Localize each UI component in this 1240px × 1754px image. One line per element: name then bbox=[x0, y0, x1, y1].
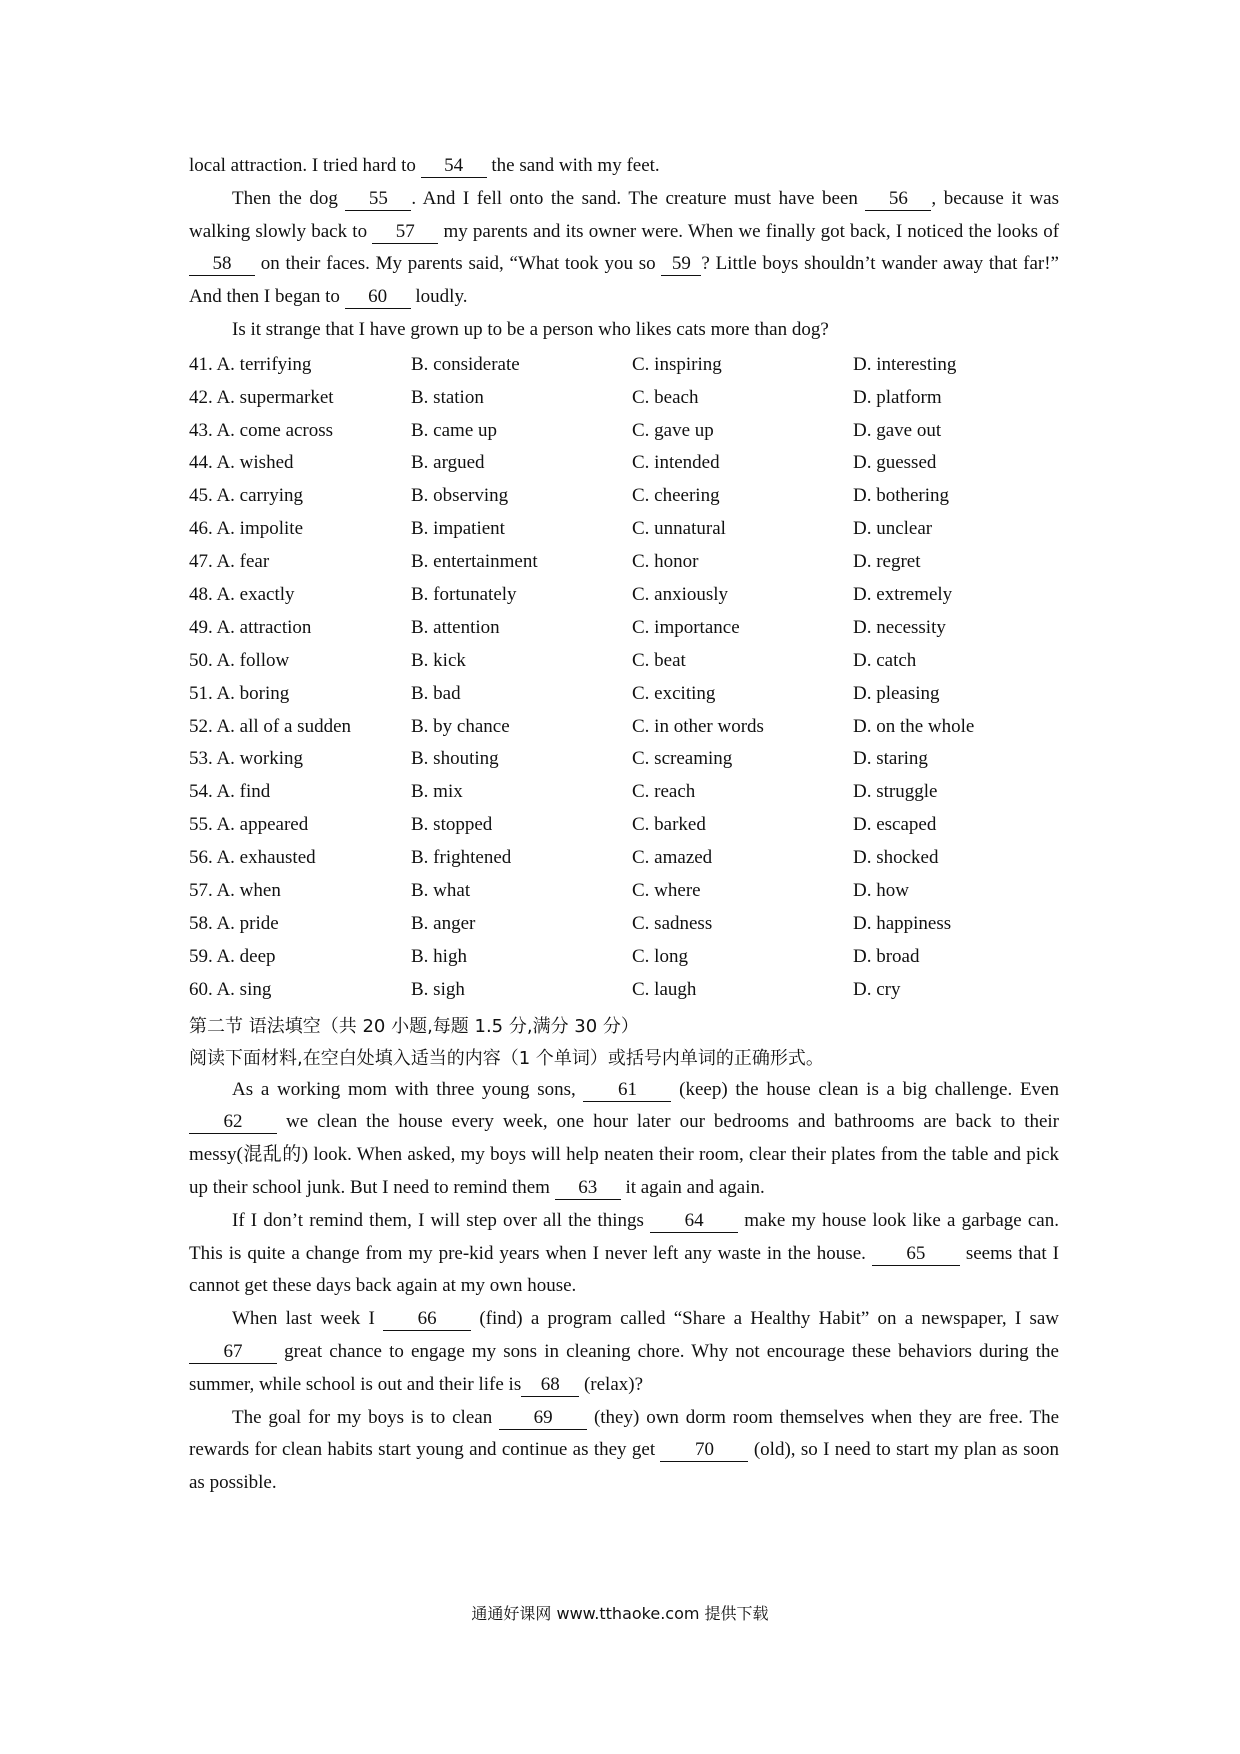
option-a: 54. A. find bbox=[189, 781, 271, 803]
question-number: 57. bbox=[189, 880, 213, 902]
option-b: B. fortunately bbox=[411, 584, 517, 606]
question-number: 52. bbox=[189, 715, 213, 737]
option-b: B. what bbox=[411, 880, 471, 902]
option-b: B. shouting bbox=[411, 748, 499, 770]
option-d: D. escaped bbox=[853, 814, 937, 836]
question-row bbox=[189, 974, 1059, 1007]
option-b: B. entertainment bbox=[411, 551, 538, 573]
option-b: B. by chance bbox=[411, 715, 510, 737]
grammar-paragraph: The goal for my boys is to clean 69 (they) own dorm room themselves when they are free. The rewards for clean habits start young and continue as they get 70 (old), so I need to start my plan as soon as possible. bbox=[189, 1406, 1060, 1494]
blank-66: 66 bbox=[383, 1308, 471, 1331]
option-a: 58. A. pride bbox=[189, 912, 279, 934]
option-a: 41. A. terrifying bbox=[189, 353, 312, 375]
option-c: C. amazed bbox=[632, 847, 713, 869]
option-c: C. screaming bbox=[632, 748, 733, 770]
question-number: 45. bbox=[189, 485, 213, 507]
blank-64: 64 bbox=[650, 1210, 738, 1233]
option-b: B. kick bbox=[411, 649, 466, 671]
option-a: 59. A. deep bbox=[189, 945, 276, 967]
question-number: 48. bbox=[189, 584, 213, 606]
question-number: 59. bbox=[189, 945, 213, 967]
option-c: C. gave up bbox=[632, 419, 714, 441]
blank-69: 69 bbox=[499, 1407, 587, 1430]
question-row bbox=[189, 579, 1059, 612]
option-b: B. impatient bbox=[411, 518, 505, 540]
option-d: D. how bbox=[853, 880, 909, 902]
option-a: 45. A. carrying bbox=[189, 485, 303, 507]
question-number: 53. bbox=[189, 748, 213, 770]
option-b: B. stopped bbox=[411, 814, 493, 836]
option-d: D. broad bbox=[853, 945, 920, 967]
option-c: C. anxiously bbox=[632, 584, 729, 606]
passage-paragraph: local attraction. I tried hard to 54 the sand with my feet. bbox=[189, 155, 660, 176]
option-c: C. importance bbox=[632, 616, 740, 638]
option-c: C. laugh bbox=[632, 978, 697, 1000]
blank-61: 61 bbox=[583, 1079, 671, 1102]
question-number: 58. bbox=[189, 912, 213, 934]
option-c: C. cheering bbox=[632, 485, 720, 507]
option-b: B. station bbox=[411, 386, 484, 408]
question-row bbox=[189, 678, 1059, 711]
option-c: C. beach bbox=[632, 386, 699, 408]
question-row bbox=[189, 809, 1059, 842]
blank-67: 67 bbox=[189, 1341, 277, 1364]
option-d: D. on the whole bbox=[853, 715, 975, 737]
question-number: 55. bbox=[189, 814, 213, 836]
passage-paragraph: Is it strange that I have grown up to be a person who likes cats more than dog? bbox=[232, 318, 829, 340]
option-a: 49. A. attraction bbox=[189, 616, 312, 638]
option-d: D. staring bbox=[853, 748, 928, 770]
option-c: C. where bbox=[632, 880, 701, 902]
question-row bbox=[189, 447, 1059, 480]
question-number: 50. bbox=[189, 649, 213, 671]
option-c: C. inspiring bbox=[632, 353, 722, 375]
question-row bbox=[189, 875, 1059, 908]
blank-70: 70 bbox=[660, 1439, 748, 1462]
passage-paragraph: Then the dog 55 . And I fell onto the sand. The creature must have been 56 , because it was walking slowly back to 57 my parents and its owner were. When we finally got back, I noticed the looks of 58 on their faces. My parents said, “What took you so 59 ? Little boys shouldn’t wander away that far!” And then I began to 60 loudly. bbox=[189, 187, 1060, 308]
question-row bbox=[189, 612, 1059, 645]
exam-page bbox=[189, 150, 1059, 1500]
blank-57: 57 bbox=[372, 221, 438, 244]
question-number: 47. bbox=[189, 551, 213, 573]
option-b: B. anger bbox=[411, 912, 476, 934]
question-row bbox=[189, 382, 1059, 415]
option-d: D. necessity bbox=[853, 616, 946, 638]
grammar-paragraph: If I don’t remind them, I will step over all the things 64 make my house look like a garbage can. This is quite a change from my pre-kid years when I never left any waste in the house. 65 seems that I cannot get these days back again at my own house. bbox=[189, 1209, 1059, 1297]
question-row bbox=[189, 415, 1059, 448]
option-a: 57. A. when bbox=[189, 880, 281, 902]
option-a: 56. A. exhausted bbox=[189, 847, 316, 869]
question-row bbox=[189, 480, 1059, 513]
option-d: D. catch bbox=[853, 649, 917, 671]
option-c: C. unnatural bbox=[632, 518, 726, 540]
option-b: B. observing bbox=[411, 485, 509, 507]
option-d: D. regret bbox=[853, 551, 921, 573]
blank-54: 54 bbox=[421, 155, 487, 178]
question-row bbox=[189, 776, 1059, 809]
blank-63: 63 bbox=[555, 1177, 621, 1200]
option-b: B. considerate bbox=[411, 353, 520, 375]
option-c: C. exciting bbox=[632, 682, 716, 704]
question-row bbox=[189, 349, 1059, 382]
option-a: 43. A. come across bbox=[189, 419, 334, 441]
question-row bbox=[189, 546, 1059, 579]
option-a: 48. A. exactly bbox=[189, 584, 295, 606]
blank-55: 55 bbox=[345, 188, 411, 211]
option-c: C. in other words bbox=[632, 715, 764, 737]
question-row bbox=[189, 908, 1059, 941]
question-number: 60. bbox=[189, 978, 213, 1000]
option-d: D. cry bbox=[853, 978, 901, 1000]
option-c: C. sadness bbox=[632, 912, 713, 934]
option-a: 47. A. fear bbox=[189, 551, 270, 573]
option-a: 55. A. appeared bbox=[189, 814, 309, 836]
question-number: 44. bbox=[189, 452, 213, 474]
blank-60: 60 bbox=[345, 286, 411, 309]
question-row bbox=[189, 645, 1059, 678]
option-d: D. pleasing bbox=[853, 682, 940, 704]
option-c: C. honor bbox=[632, 551, 699, 573]
option-d: D. unclear bbox=[853, 518, 933, 540]
question-number: 41. bbox=[189, 353, 213, 375]
option-c: C. barked bbox=[632, 814, 706, 836]
option-b: B. argued bbox=[411, 452, 485, 474]
question-row bbox=[189, 743, 1059, 776]
question-number: 43. bbox=[189, 419, 213, 441]
question-number: 54. bbox=[189, 781, 213, 803]
question-number: 56. bbox=[189, 847, 213, 869]
option-b: B. high bbox=[411, 945, 467, 967]
question-row bbox=[189, 513, 1059, 546]
option-a: 50. A. follow bbox=[189, 649, 290, 671]
option-a: 60. A. sing bbox=[189, 978, 272, 1000]
option-a: 53. A. working bbox=[189, 748, 304, 770]
blank-68: 68 bbox=[521, 1374, 579, 1397]
footer-source: 通通好课网 www.tthaoke.com 提供下载 bbox=[471, 1604, 769, 1623]
question-row bbox=[189, 842, 1059, 875]
grammar-paragraph: When last week I 66 (find) a program called “Share a Healthy Habit” on a newspaper, I saw 67 great chance to engage my sons in cleaning chore. Why not encourage these behaviors during the summer, while school is out and their life is 68 (relax)? bbox=[189, 1308, 1060, 1395]
option-d: D. struggle bbox=[853, 781, 938, 803]
option-a: 46. A. impolite bbox=[189, 518, 304, 540]
option-a: 44. A. wished bbox=[189, 452, 294, 474]
option-d: D. interesting bbox=[853, 353, 957, 375]
option-d: D. happiness bbox=[853, 912, 952, 934]
blank-56: 56 bbox=[865, 188, 931, 211]
blank-58: 58 bbox=[189, 253, 255, 276]
option-d: D. extremely bbox=[853, 584, 953, 606]
grammar-paragraph: As a working mom with three young sons, 61 (keep) the house clean is a big challenge. Even 62 we clean the house every week, one hour later our bedrooms and bathrooms are back to their messy(混乱的) look. When asked, my boys will help neaten their room, clear their plates from the table and pick up their school junk. But I need to remind them 63 it again and again. bbox=[189, 1078, 1060, 1198]
option-d: D. shocked bbox=[853, 847, 939, 869]
section-title: 第二节 语法填空（共 20 小题,每题 1.5 分,满分 30 分） bbox=[189, 1015, 639, 1037]
option-a: 42. A. supermarket bbox=[189, 386, 334, 408]
option-c: C. beat bbox=[632, 649, 686, 671]
option-c: C. reach bbox=[632, 781, 696, 803]
option-b: B. frightened bbox=[411, 847, 512, 869]
option-d: D. guessed bbox=[853, 452, 937, 474]
question-number: 49. bbox=[189, 616, 213, 638]
option-a: 52. A. all of a sudden bbox=[189, 715, 352, 737]
blank-65: 65 bbox=[872, 1243, 960, 1266]
section-instruction: 阅读下面材料,在空白处填入适当的内容（1 个单词）或括号内单词的正确形式。 bbox=[189, 1047, 824, 1069]
blank-59: 59 bbox=[661, 253, 701, 276]
question-number: 51. bbox=[189, 682, 213, 704]
answer-options bbox=[189, 349, 1059, 1007]
question-row bbox=[189, 711, 1059, 744]
option-c: C. intended bbox=[632, 452, 720, 474]
question-row bbox=[189, 941, 1059, 974]
option-b: B. came up bbox=[411, 419, 498, 441]
option-d: D. gave out bbox=[853, 419, 942, 441]
option-b: B. attention bbox=[411, 616, 500, 638]
option-c: C. long bbox=[632, 945, 688, 967]
option-a: 51. A. boring bbox=[189, 682, 290, 704]
option-b: B. bad bbox=[411, 682, 461, 704]
option-b: B. sigh bbox=[411, 978, 465, 1000]
option-d: D. bothering bbox=[853, 485, 950, 507]
option-b: B. mix bbox=[411, 781, 463, 803]
option-d: D. platform bbox=[853, 386, 942, 408]
question-number: 42. bbox=[189, 386, 213, 408]
question-number: 46. bbox=[189, 518, 213, 540]
blank-62: 62 bbox=[189, 1111, 277, 1134]
